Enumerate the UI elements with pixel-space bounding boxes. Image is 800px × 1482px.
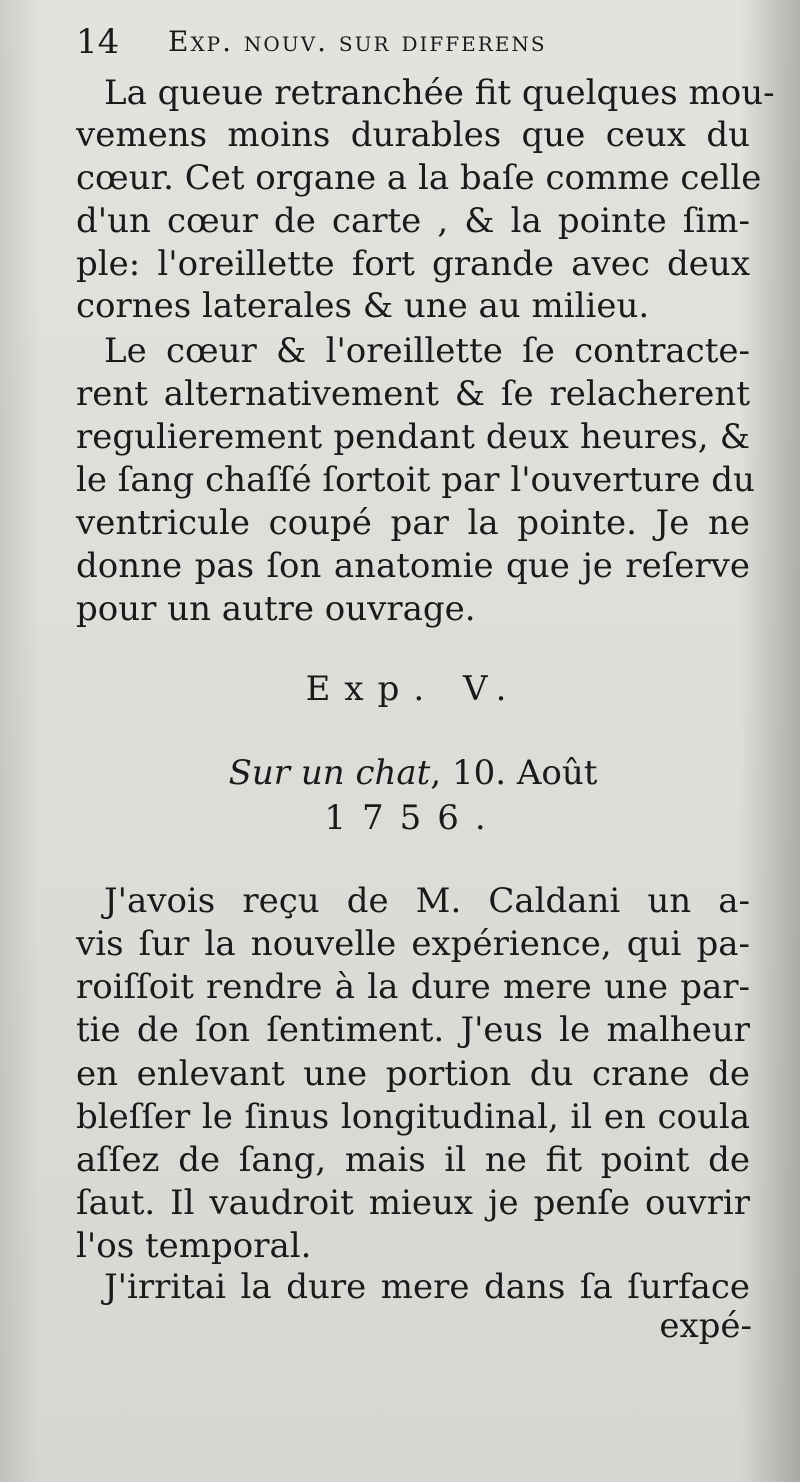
subtitle-italic: Sur un chat [228,753,431,793]
text-line: rent alternativement & ſe relacherent [76,374,750,414]
text-line: ſaut. Il vaudroit mieux je penſe ouvrir [76,1183,750,1223]
text-line: Le cœur & l'oreillette ſe contracte- [104,331,750,371]
text-line: J'irritai la dure mere dans ſa ſurface [104,1267,750,1307]
text-line: vemens moins durables que ceux du [76,115,750,155]
section-year: 1756. [324,798,502,838]
text-line: bleſſer le ſinus longitudinal, il en coula [76,1097,750,1137]
section-subtitle [76,752,750,794]
text-line: en enlevant une portion du crane de [76,1054,750,1094]
text-line: ple: l'oreillette fort grande avec deux [76,244,750,284]
text-line: pour un autre ouvrage. [76,589,476,629]
text-line: roiſſoit rendre à la dure mere une par- [76,967,750,1007]
text-line: tie de ſon ſentiment. J'eus le malheur [76,1010,750,1050]
text-line: regulierement pendant deux heures, & [76,417,750,457]
subtitle-date: , 10. Août [430,753,598,793]
text-line: vis ſur la nouvelle expérience, qui pa- [76,924,750,964]
section-title: Exp. V. [305,669,521,709]
page-number: 14 [76,22,120,62]
text-line: ventricule coupé par la pointe. Je ne [76,503,750,543]
text-line: aſſez de ſang, mais il ne fit point de [76,1140,750,1180]
running-head: Exp. nouv. sur differens [168,25,547,58]
text-line: La queue retranchée fit quelques mou- [104,73,775,113]
catchword: expé- [659,1306,752,1346]
text-line: donne pas ſon anatomie que je reſerve [76,546,750,586]
text-line: cornes laterales & une au milieu. [76,286,650,326]
text-line: d'un cœur de carte , & la pointe ſim- [76,201,750,241]
text-line: l'os temporal. [76,1226,312,1266]
text-line: le ſang chaſſé ſortoit par l'ouverture du [76,460,755,500]
text-line: J'avois reçu de M. Caldani un a- [104,881,750,921]
text-line: cœur. Cet organe a la baſe comme celle [76,158,762,198]
